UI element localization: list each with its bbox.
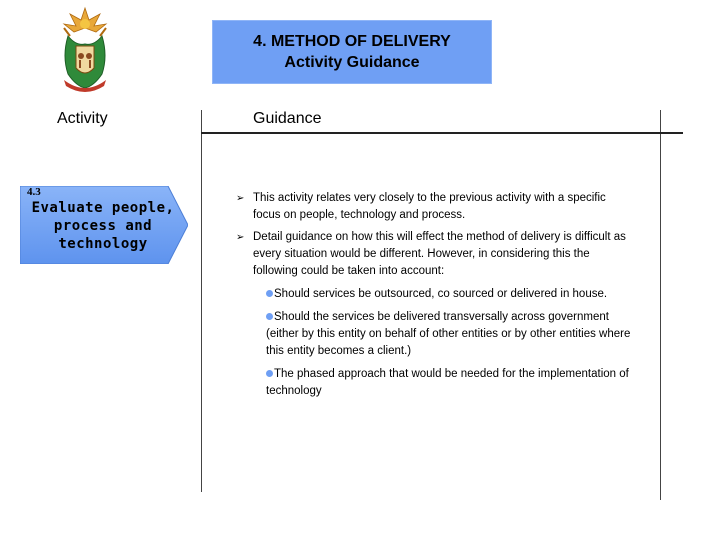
slide-title-box (212, 20, 492, 84)
arrow-bullet-icon: ➢ (236, 232, 245, 243)
slide-title: 4. METHOD OF DELIVERY (253, 33, 451, 50)
coat-of-arms-icon (50, 6, 120, 96)
activity-card (20, 186, 188, 264)
guidance-list (236, 190, 631, 403)
list-item: ➢ Detail guidance on how this will effect the method of delivery is difficult as every situation would be different. However, in considering this the following could be taken into account: (236, 231, 626, 277)
arrow-bullet-icon: ➢ (236, 193, 245, 204)
activity-number: 4.3 (27, 186, 41, 198)
right-border (660, 110, 661, 500)
activity-title: Evaluate people, process and technology (31, 200, 175, 252)
slide-subtitle: Activity Guidance (284, 54, 420, 71)
sub-list-item: The phased approach that would be needed for the implementation of technology (266, 368, 629, 397)
column-divider (201, 110, 202, 492)
dot-bullet-icon (266, 313, 273, 320)
dot-bullet-icon (266, 370, 273, 377)
guidance-column-header: Guidance (253, 110, 322, 127)
sub-list-item: Should services be outsourced, co sourced or delivered in house. (266, 286, 631, 303)
sub-list-item: Should the services be delivered transversally across government (either by this entity on behalf of other entities or by other entities where this entity becomes a client.) (266, 311, 631, 357)
header-rule (201, 132, 683, 134)
activity-column-header: Activity (57, 110, 108, 127)
list-item: ➢ This activity relates very closely to the previous activity with a specific focus on people, technology and process. (236, 192, 606, 221)
dot-bullet-icon (266, 290, 273, 297)
